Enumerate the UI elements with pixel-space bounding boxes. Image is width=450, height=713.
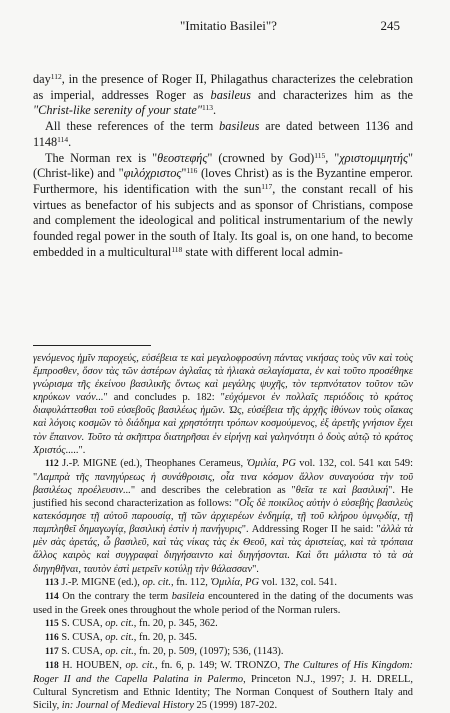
text-run: day [33, 72, 51, 86]
footnote-continuation [33, 352, 413, 457]
text-run: , [239, 576, 246, 588]
text-run: vol. 132, col. 541 και 549: " [33, 457, 413, 483]
footnote-ref-114[interactable]: 114 [57, 134, 69, 144]
footnote-number: 114 [45, 591, 59, 602]
term-basileia: basileia [171, 590, 205, 602]
text-run: ". [252, 563, 259, 575]
text-run: encountered in the dating of the documents was used in the Greek ones throughout the whole period of the Norman rulers. [33, 590, 413, 616]
footnote-number: 115 [45, 618, 59, 629]
greek-quote: γενόμενος ἡμῖν παροχεύς, εὐσέβεια τε καὶ μεγαλοφροσύνη πάντας νικήσας τοὺς νῦν καὶ τοὺς ἔμπροσθεν, ὅσον τὰς τῶν ἀστέρων ἀγλαΐας τὰ ἡλιακὰ σελαγίσματα, ἐν καὶ τοῦτο προσέθηκε γνώρισμα τῆς ἐκείνου βασιλικῆς ὄντως καὶ μεγάλης ψυχῆς, τὸν τερπνότατον τοῦτον τῶν κηρύκων ναόν... [33, 353, 413, 404]
greek-quote: ἀλλὰ τὰ μὲν σὰς ἀρετάς, ὦ βασιλεῦ, καὶ τὰς νίκας τὰς ἐκ Θεοῦ, καὶ τὰς ἀριστείας, καὶ τὰ τρόπαια ἄλλος καιρὸς καὶ συγγραφαὶ διηγήσαιντο καὶ διηγήσονται. Καὶ ὅτι μάλιστα τὸ τὰ σὰ διηγηθῆναι, ταυτὸν ἐστὶ μετρεῖν κοτύλῃ τὴν θάλασσαν [33, 524, 414, 575]
footnote-number: 113 [45, 577, 59, 588]
footnote-number: 118 [45, 661, 59, 672]
journal-title: in: Journal of Medieval History [61, 700, 194, 712]
text-run: (loves Christ) as is the Byzantine emperor. Furthermore, his identification with the sun [33, 166, 413, 196]
op-cit: op. cit. [125, 660, 155, 672]
text-run: , fn. 20, p. 345. [133, 631, 198, 643]
greek-term-philochristos: φιλόχριστος [123, 166, 182, 181]
text-run: On the contrary the term [58, 590, 172, 602]
text-run: vol. 132, col. 541. [259, 576, 337, 588]
series-abbrev: PG [245, 576, 259, 588]
greek-term-theostephes: θεοστεφής [157, 150, 208, 165]
text-run: H. HOUBEN, [58, 660, 126, 672]
text-run: " and concludes p. 182: " [103, 392, 225, 404]
text-run: and characterizes him as the [250, 87, 413, 102]
text-run: , Princeton N.J., 1997; J. H. DRELL, Cultural Syncretism and Ethnic Identity; The Norman Conquest of Southern Italy and Sicily, [33, 674, 413, 712]
greek-quote: θεῖα τε καὶ βασιλική [295, 484, 389, 496]
text-run: 25 (1999) 187-202. [193, 700, 278, 712]
paragraph-2 [33, 119, 413, 150]
text-run: , fn. 6, p. 149; W. TRONZO, [154, 660, 284, 672]
op-cit: op. cit. [105, 617, 134, 629]
footnote-114 [33, 590, 413, 617]
text-run: , in the presence of Roger II, Philagathus characterizes the celebration as imperial, addresses Roger as [33, 72, 413, 102]
greek-quote: Οἷς δὲ ποικίλος αὐτὴν ὁ εὐσεβὴς βασιλεὺς κατεκόσμησε τῇ αὐτοῦ παρουσίᾳ, τῇ τῶν ἀρχιερέων ἐνδημίᾳ, τῇ τοῦ κλήρου ὑμνῳδίᾳ, τῇ παμπληθεῖ δημαγωγίᾳ, βασιλικὴ ἐστὶν ἡ πανήγυρις [33, 498, 413, 536]
text-run: " (Christ-like) and " [33, 150, 413, 181]
footnote-ref-116[interactable]: 116 [186, 166, 198, 176]
footnote-ref-118[interactable]: 118 [171, 244, 183, 254]
greek-term-christomimetes: χριστομιμητής [339, 150, 408, 165]
text-run: , fn. 112, [171, 576, 211, 588]
footnote-number: 117 [45, 647, 59, 658]
footnotes [33, 352, 413, 713]
page-number: 245 [380, 18, 400, 33]
text-run: , fn. 20, p. 509, (1097); 536, (1143). [133, 646, 284, 658]
op-cit: op. cit. [105, 646, 134, 658]
text-run: . [213, 103, 217, 118]
text-run: " [181, 166, 187, 181]
footnote-ref-112[interactable]: 112 [50, 72, 62, 81]
book-title: The Cultures of His Kingdom: Roger II and the Capella Palatina in Palermo [33, 660, 414, 686]
text-run: . [68, 134, 72, 149]
text-run: S. CUSA, [58, 646, 106, 658]
text-run: J.-P. MIGNE (ed.), Theophanes Cerameus, [58, 457, 247, 469]
footnote-113 [33, 576, 413, 590]
text-run: " and describes the celebration as " [130, 484, 296, 496]
greek-quote: Λαμπρὰ τῆς πανηγύρεως ἡ συνάθροισις, οἷα τινα κόσμον ἄλλον συναγούσα τὴν τοῦ βασιλέως προέλευσιν... [33, 471, 413, 496]
footnote-number: 116 [45, 632, 59, 643]
text-run: .....". [65, 444, 86, 456]
main-text [33, 72, 413, 260]
footnote-divider [33, 345, 151, 346]
text-run: are dated between 1136 and 1148 [33, 119, 413, 149]
text-run: ". Addressing Roger II he said: " [241, 524, 381, 536]
term-basileus: basileus [210, 87, 251, 102]
text-run: The Norman rex is " [45, 150, 158, 165]
greek-quote: εὐχόμενοι ἐν πολλαῖς περιόδοις τὸ κράτος διαφυλάττεσθαι τοῦ εὐσεβοῦς βασιλέως ἡμῶν. Ὡς, εὐσέβεια τῆς ἀρχῆς ἰθύνων τοὺς οἴακας καὶ λόγοις κοσμῶν τὸ διάδημα καὶ χρηστότητι τρόπων κοσμούμενος, ἐξ ἀρετῆς γνήσιον ἔχει τὸν ἔπαινον. Τοῦτο τὰ σκῆπτρα διατηρῆσαι ἐν εἰρήνῃ καὶ γαληνότητι ὁ δοὺς αὐτῷ τὸ κράτος Χριστός [33, 392, 413, 456]
footnote-117 [33, 645, 413, 659]
text-run: ". He justified his second characterization as follows: " [33, 484, 413, 510]
paragraph-1 [33, 72, 413, 119]
op-cit: op. cit. [142, 576, 172, 588]
series-abbrev: PG [282, 457, 296, 469]
text-run: J.-P. MIGNE (ed.), [58, 576, 143, 588]
running-title: "Imitatio Basilei"? [180, 18, 277, 33]
paragraph-3 [33, 151, 413, 261]
op-cit: op. cit. [105, 631, 134, 643]
footnote-112 [33, 457, 413, 576]
source-title: Ὁμιλία [210, 576, 240, 588]
footnote-116 [33, 631, 413, 645]
footnote-ref-113[interactable]: 113 [202, 103, 214, 113]
running-head [0, 18, 450, 36]
footnote-number: 112 [45, 458, 59, 469]
text-run: state with different local admin- [182, 244, 343, 259]
text-run: S. CUSA, [58, 617, 106, 629]
source-title: Ὁμιλία [246, 457, 276, 469]
footnote-ref-115[interactable]: 115 [314, 150, 326, 160]
text-run: S. CUSA, [58, 631, 106, 643]
quotation: "Christ-like serenity of your state" [33, 103, 203, 118]
text-run: , the constant recall of his virtues as benefactor of his subjects and as sponsor of Christians, compose and complement the ideological and political instrumentarium of the newly founded regal power in the south of Italy. Its goal is, on one hand, to become embedded in a multicultural [33, 181, 413, 259]
footnote-115 [33, 617, 413, 631]
footnote-ref-117[interactable]: 117 [261, 181, 273, 191]
text-run: , [276, 457, 282, 469]
text-run: , " [325, 150, 340, 165]
footnote-118 [33, 659, 413, 712]
text-run: , fn. 20, p. 345, 362. [133, 617, 218, 629]
term-basileus: basileus [219, 119, 260, 134]
text-run: All these references of the term [45, 119, 220, 134]
text-run: " (crowned by God) [207, 150, 315, 165]
